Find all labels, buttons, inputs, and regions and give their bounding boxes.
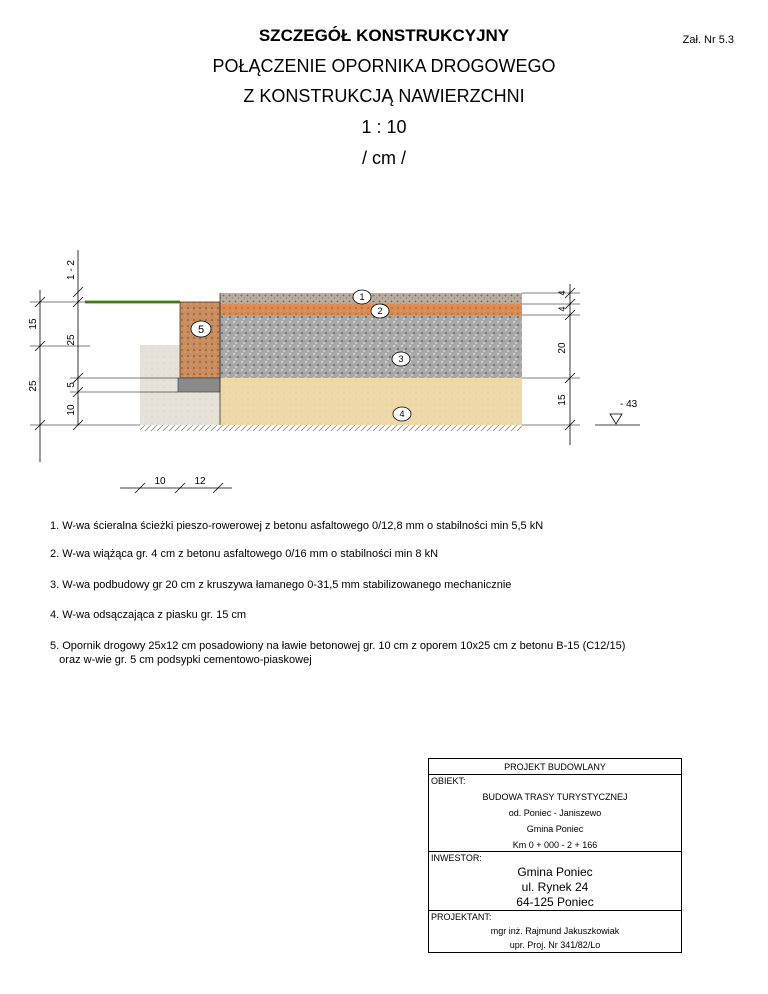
layer-description-3: 3. W-wa podbudowy gr 20 cm z kruszywa łamanego 0-31,5 mm stabilizowanego mechanicznie [50,579,512,591]
designer-line-1: mgr inż. Rajmund Jakuszkowiak [490,926,620,936]
object-label: OBIEKT: [431,776,466,786]
marker-3 [392,352,410,366]
subtitle-line-1: POŁĄCZENIE OPORNIKA DROGOWEGO [212,56,556,76]
dim-10: 10 [66,404,77,416]
svg-text:1: 1 [359,292,365,302]
layer-description-5: 5. Opornik drogowy 25x12 cm posadowiony na ławie betonowej gr. 10 cm z oporem 10x25 cm z betonu B-15 (C12/15) [50,640,626,652]
layer-description-4: 4. W-wa odsączająca z piasku gr. 15 cm [50,609,247,621]
marker-2 [371,304,389,318]
aggregate-base-layer [220,315,522,378]
curb-stone [180,302,220,378]
dim-5: 5 [66,382,77,388]
title-block [428,758,682,953]
layer-description-2: 2. W-wa wiążąca gr. 4 cm z betonu asfaltowego 0/16 mm o stabilności min 8 kN [50,548,439,560]
level-triangle-icon [610,414,622,424]
dim-4-top: 4 [557,290,567,296]
marker-5 [191,321,211,337]
designer-label: PROJEKTANT: [431,912,492,922]
dim-10-bottom: 10 [154,476,166,487]
marker-1 [353,290,371,304]
drawing-title: SZCZEGÓŁ KONSTRUKCYJNY [258,26,510,45]
object-line-3: Gmina Poniec [526,824,584,834]
layer-description-5-cont: oraz w-wie gr. 5 cm podsypki cementowo-piaskowej [50,654,312,666]
svg-text:5: 5 [197,324,205,336]
svg-text:3: 3 [398,354,404,364]
dim-12-bottom: 12 [194,476,206,487]
cement-sand-bedding [178,378,220,392]
layer-description-1: 1. W-wa ścieralna ścieżki pieszo-rowerowej z betonu asfaltowego 0/12,8 mm o stabilności min 5,5 kN [50,520,544,532]
object-line-1: BUDOWA TRASY TURYSTYCZNEJ [482,792,628,802]
dim-1-2: 1 - 2 [66,259,77,281]
investor-line-2: ul. Rynek 24 [521,880,589,894]
marker-4 [393,407,411,421]
dim-4-second: 4 [557,306,567,312]
title-block-heading: PROJEKT BUDOWLANY [504,762,606,772]
object-line-4: Km 0 + 000 - 2 + 166 [512,840,598,850]
dim-15-left: 15 [28,318,39,330]
ground-hatch [140,425,522,431]
cross-section-drawing [0,240,768,500]
svg-text:2: 2 [377,306,383,316]
investor-line-1: Gmina Poniec [517,865,593,879]
unit-label: / cm / [362,148,406,168]
scale-label: 1 : 10 [361,117,407,137]
svg-text:4: 4 [399,409,405,419]
level-value: - 43 [620,399,638,410]
dim-20: 20 [557,342,568,354]
subtitle-line-2: Z KONSTRUKCJĄ NAWIERZCHNI [243,86,525,106]
investor-line-3: 64-125 Poniec [516,895,594,909]
investor-label: INWESTOR: [431,853,482,863]
dim-15-right: 15 [557,394,568,406]
object-line-2: od. Poniec - Janiszewo [508,808,602,818]
dim-25-outer: 25 [28,380,39,392]
sand-layer [220,378,522,425]
attachment-number: Zał. Nr 5.3 [682,34,734,46]
designer-line-2: upr. Proj. Nr 341/82/Lo [509,940,601,950]
dim-25-inner: 25 [66,334,77,346]
